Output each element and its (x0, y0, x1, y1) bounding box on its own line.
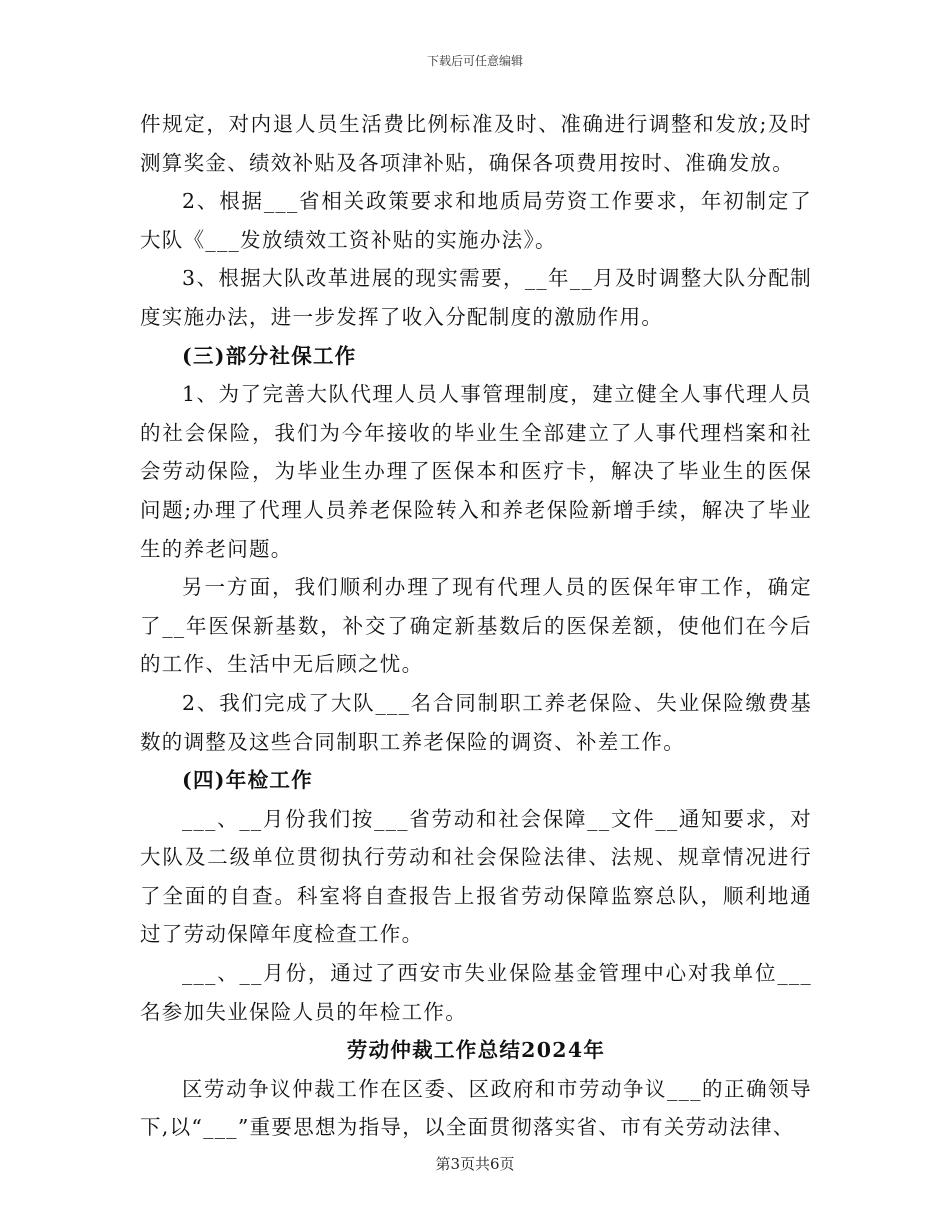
paragraph-inspection-2: ___、__月份，通过了西安市失业保险基金管理中心对我单位___名参加失业保险人员的年检工作。 (140, 961, 812, 1024)
section-heading-annual-inspection: (四)年检工作 (182, 768, 313, 793)
paragraph-inspection-1: ___、__月份我们按___省劳动和社会保障__文件__通知要求，对大队及二级单位贯彻执行劳动和社会保险法律、法规、规章情况进行了全面的自查。科室将自查报告上报省劳动保障监察总队，顺利地通过了劳动保障年度检查工作。 (140, 806, 812, 947)
document-body (140, 105, 812, 1147)
paragraph-social-item-1: 1、为了完善大队代理人员人事管理制度，建立健全人事代理人员的社会保险，我们为今年接收的毕业生全部建立了人事代理档案和社会劳动保险，为毕业生办理了医保本和医疗卡，解决了毕业生的医保问题;办理了代理人员养老保险转入和养老保险新增手续，解决了毕业生的养老问题。 (140, 382, 812, 561)
paragraph-item-3: 3、根据大队改革进展的现实需要，__年__月及时调整大队分配制度实施办法，进一步发挥了收入分配制度的激励作用。 (140, 266, 812, 329)
paragraph-item-2: 2、根据___省相关政策要求和地质局劳资工作要求，年初制定了大队《___发放绩效工资补贴的实施办法》。 (140, 189, 812, 252)
paragraph-social-medical: 另一方面，我们顺利办理了现有代理人员的医保年审工作，确定了__年医保新基数，补交了确定新基数后的医保差额，使他们在今后的工作、生活中无后顾之忧。 (140, 575, 812, 677)
section-heading-social-security: (三)部分社保工作 (182, 343, 357, 368)
document-title: 劳动仲裁工作总结2024年 (346, 1038, 606, 1063)
paragraph-arbitration-intro: 区劳动争议仲裁工作在区委、区政府和市劳动争议___的正确领导下,以“___”重要思想为指导，以全面贯彻落实省、市有关劳动法律、 (140, 1076, 812, 1140)
paragraph-social-item-2: 2、我们完成了大队___名合同制职工养老保险、失业保险缴费基数的调整及这些合同制职工养老保险的调资、补差工作。 (140, 690, 812, 754)
page-footer: 第3页共6页 (435, 1155, 515, 1173)
page-header: 下载后可任意编辑 (426, 54, 523, 68)
paragraph-continuation: 件规定，对内退人员生活费比例标准及时、准确进行调整和发放;及时测算奖金、绩效补贴及各项津补贴，确保各项费用按时、准确发放。 (140, 112, 812, 175)
